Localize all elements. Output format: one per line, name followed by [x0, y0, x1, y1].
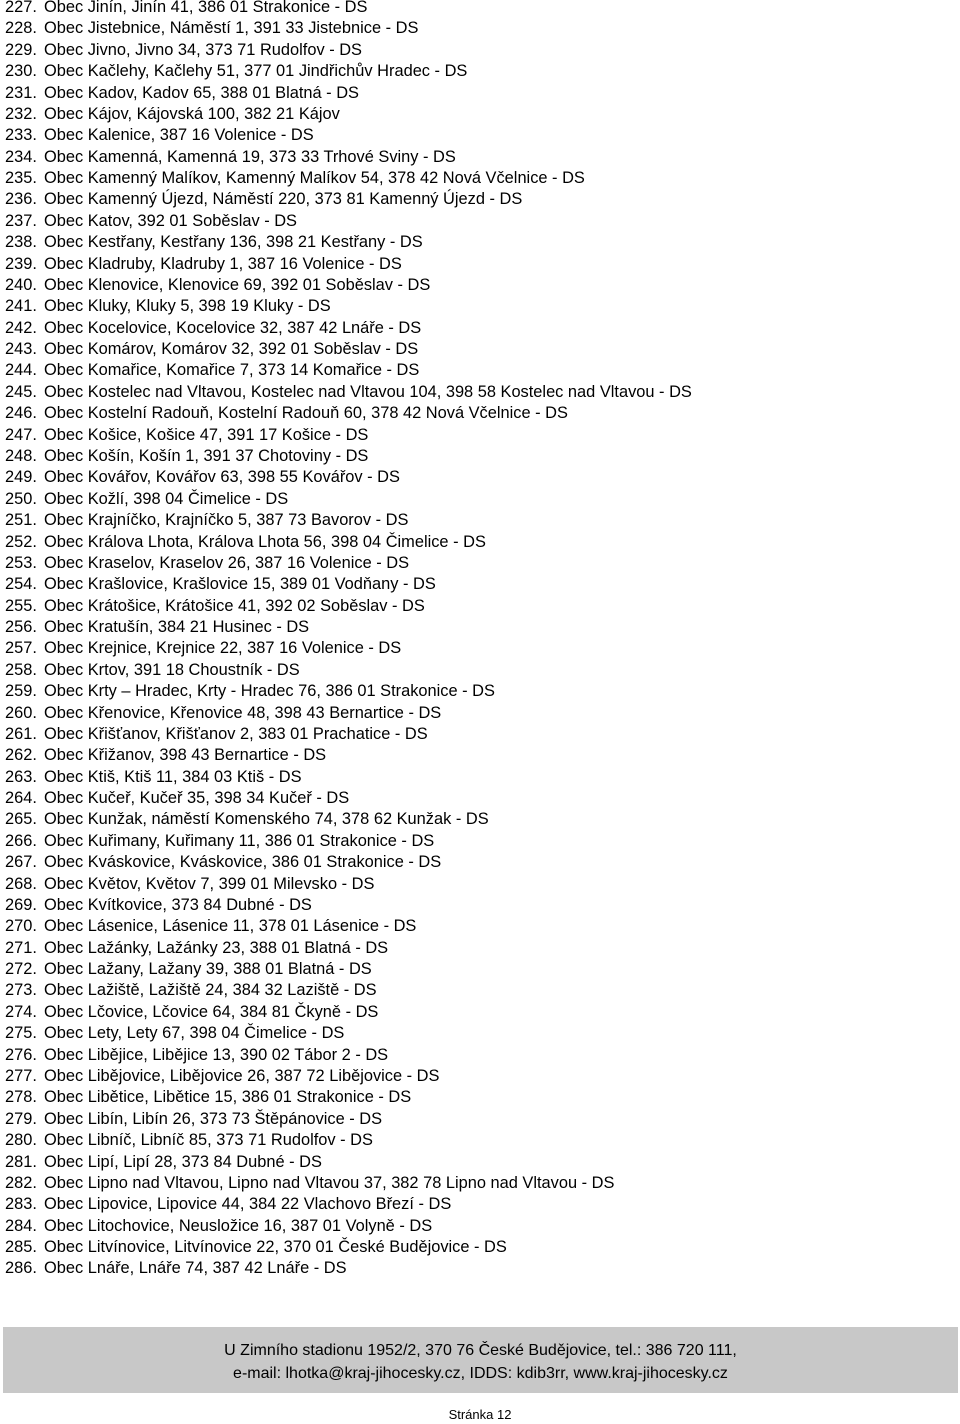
list-item-number: 262. — [5, 746, 37, 765]
list-item-text: Obec Kestřany, Kestřany 136, 398 21 Kestřany - DS — [44, 233, 423, 252]
list-item-text: Obec Libějice, Libějice 13, 390 02 Tábor 2 - DS — [44, 1045, 389, 1064]
list-item — [5, 1194, 451, 1215]
list-item-number: 255. — [5, 596, 37, 615]
list-item — [5, 1066, 439, 1087]
list-item-number: 253. — [5, 553, 37, 572]
list-item — [5, 104, 340, 125]
list-item — [5, 660, 300, 681]
list-item-number: 265. — [5, 810, 37, 829]
list-item-number: 229. — [5, 40, 37, 59]
list-item-number: 240. — [5, 275, 37, 294]
list-item-number: 284. — [5, 1216, 37, 1235]
list-item-number: 257. — [5, 639, 37, 658]
list-item — [5, 895, 312, 916]
list-item — [5, 596, 425, 617]
list-item-number: 270. — [5, 917, 37, 936]
list-item-text: Obec Kadov, Kadov 65, 388 01 Blatná - DS — [44, 83, 359, 102]
list-item — [5, 1109, 382, 1130]
list-item-number: 256. — [5, 618, 37, 637]
list-item-number: 250. — [5, 489, 37, 508]
list-item — [5, 0, 367, 18]
list-item-text: Obec Lipovice, Lipovice 44, 384 22 Vlachovo Březí - DS — [44, 1195, 452, 1214]
list-item-text: Obec Kunžak, náměstí Komenského 74, 378 62 Kunžak - DS — [44, 810, 489, 829]
list-item-text: Obec Krajníčko, Krajníčko 5, 387 73 Bavorov - DS — [44, 511, 409, 530]
list-item-number: 281. — [5, 1152, 37, 1171]
list-item-number: 239. — [5, 254, 37, 273]
list-item-number: 283. — [5, 1195, 37, 1214]
list-item — [5, 1237, 507, 1258]
list-item-text: Obec Křenovice, Křenovice 48, 398 43 Bernartice - DS — [44, 703, 442, 722]
footer-contacts: e-mail: lhotka@kraj-jihocesky.cz, IDDS: kdib3rr, www.kraj-jihocesky.cz — [233, 1365, 728, 1382]
list-item — [5, 339, 418, 360]
list-item-text: Obec Ktiš, Ktiš 11, 384 03 Ktiš - DS — [44, 767, 302, 786]
list-item-number: 230. — [5, 62, 37, 81]
list-item-number: 272. — [5, 960, 37, 979]
list-item — [5, 18, 418, 39]
list-item — [5, 1173, 614, 1194]
list-item — [5, 724, 428, 745]
list-item-text: Obec Košín, Košín 1, 391 37 Chotoviny - DS — [44, 446, 369, 465]
list-item-number: 252. — [5, 532, 37, 551]
list-item-text: Obec Kratušín, 384 21 Husinec - DS — [44, 618, 310, 637]
list-item-number: 245. — [5, 382, 37, 401]
list-item-text: Obec Kladruby, Kladruby 1, 387 16 Volenice - DS — [44, 254, 402, 273]
list-item — [5, 916, 416, 937]
list-item-text: Obec Jivno, Jivno 34, 373 71 Rudolfov - DS — [44, 40, 362, 59]
list-item — [5, 852, 441, 873]
list-item-text: Obec Lipí, Lipí 28, 373 84 Dubné - DS — [44, 1152, 322, 1171]
list-item-number: 275. — [5, 1024, 37, 1043]
list-item-text: Obec Kostelec nad Vltavou, Kostelec nad Vltavou 104, 398 58 Kostelec nad Vltavou - DS — [44, 382, 692, 401]
list-item-text: Obec Kamenný Újezd, Náměstí 220, 373 81 Kamenný Újezd - DS — [44, 190, 523, 209]
list-item — [5, 1087, 411, 1108]
list-item-number: 237. — [5, 211, 37, 230]
list-item-number: 249. — [5, 468, 37, 487]
list-item — [5, 980, 377, 1001]
list-item-number: 274. — [5, 1002, 37, 1021]
list-item-text: Obec Kváskovice, Kváskovice, 386 01 Strakonice - DS — [44, 853, 442, 872]
list-item-number: 278. — [5, 1088, 37, 1107]
list-item-number: 238. — [5, 233, 37, 252]
list-item — [5, 831, 434, 852]
page-number: Stránka 12 — [448, 1407, 512, 1422]
list-item-text: Obec Krty – Hradec, Krty - Hradec 76, 386 01 Strakonice - DS — [44, 682, 495, 701]
list-item — [5, 1130, 373, 1151]
list-item — [5, 318, 421, 339]
list-item-text: Obec Lnáře, Lnáře 74, 387 42 Lnáře - DS — [44, 1259, 347, 1278]
list-item-text: Obec Krašlovice, Krašlovice 15, 389 01 Vodňany - DS — [44, 575, 436, 594]
list-item-number: 258. — [5, 660, 37, 679]
list-item — [5, 83, 359, 104]
list-item — [5, 874, 374, 895]
list-item-text: Obec Krátošice, Krátošice 41, 392 02 Soběslav - DS — [44, 596, 425, 615]
list-item — [5, 1258, 347, 1279]
list-item-text: Obec Kluky, Kluky 5, 398 19 Kluky - DS — [44, 297, 331, 316]
list-item-number: 267. — [5, 853, 37, 872]
list-item-text: Obec Křišťanov, Křišťanov 2, 383 01 Prachatice - DS — [44, 724, 428, 743]
list-item-text: Obec Jinín, Jinín 41, 386 01 Strakonice - DS — [44, 0, 368, 16]
footer-band — [3, 1327, 958, 1393]
list-item-number: 277. — [5, 1067, 37, 1085]
list-item-number: 247. — [5, 425, 37, 444]
list-item-text: Obec Kraselov, Kraselov 26, 387 16 Volenice - DS — [44, 553, 410, 572]
list-item — [5, 745, 326, 766]
list-item-text: Obec Kájov, Kájovská 100, 382 21 Kájov — [44, 104, 340, 123]
list-item — [5, 254, 402, 275]
list-item — [5, 61, 467, 82]
list-item — [5, 489, 288, 510]
list-item — [5, 275, 430, 296]
list-item-number: 242. — [5, 318, 37, 337]
list-item-text: Obec Jistebnice, Náměstí 1, 391 33 Jistebnice - DS — [44, 19, 419, 38]
list-item-number: 276. — [5, 1045, 37, 1064]
list-item — [5, 788, 349, 809]
list-item-text: Obec Košice, Košice 47, 391 17 Košice - DS — [44, 425, 369, 444]
list-item-text: Obec Květov, Květov 7, 399 01 Milevsko - DS — [44, 874, 375, 893]
list-item-text: Obec Lipno nad Vltavou, Lipno nad Vltavou 37, 382 78 Lipno nad Vltavou - DS — [44, 1173, 615, 1192]
list-item-text: Obec Libín, Libín 26, 373 73 Štěpánovice - DS — [44, 1109, 383, 1128]
list-item — [5, 189, 522, 210]
list-item — [5, 168, 585, 189]
list-item — [5, 382, 692, 403]
list-item-number: 260. — [5, 703, 37, 722]
list-item-text: Obec Katov, 392 01 Soběslav - DS — [44, 211, 297, 230]
list-item — [5, 467, 400, 488]
list-item — [5, 125, 314, 146]
list-item-text: Obec Lety, Lety 67, 398 04 Čimelice - DS — [44, 1024, 345, 1043]
list-item — [5, 403, 568, 424]
list-item-number: 269. — [5, 895, 37, 914]
list-item — [5, 446, 368, 467]
list-item-text: Obec Kačlehy, Kačlehy 51, 377 01 Jindřichův Hradec - DS — [44, 62, 468, 81]
list-item-text: Obec Libníč, Libníč 85, 373 71 Rudolfov - DS — [44, 1131, 373, 1150]
list-item-number: 280. — [5, 1131, 37, 1150]
list-item-number: 271. — [5, 938, 37, 957]
list-item-text: Obec Kučeř, Kučeř 35, 398 34 Kučeř - DS — [44, 789, 350, 808]
list-item — [5, 767, 302, 788]
list-item-number: 259. — [5, 682, 37, 701]
list-item-number: 273. — [5, 981, 37, 1000]
list-item-text: Obec Kostelní Radouň, Kostelní Radouň 60, 378 42 Nová Včelnice - DS — [44, 404, 568, 423]
list-item-text: Obec Kovářov, Kovářov 63, 398 55 Kovářov - DS — [44, 468, 400, 487]
list-item-text: Obec Kuřimany, Kuřimany 11, 386 01 Strakonice - DS — [44, 831, 435, 850]
list-item-number: 234. — [5, 147, 37, 166]
list-item-text: Obec Kalenice, 387 16 Volenice - DS — [44, 126, 314, 145]
list-item-text: Obec Litochovice, Neusložice 16, 387 01 Volyně - DS — [44, 1216, 433, 1235]
list-item — [5, 681, 495, 702]
list-item-text: Obec Kocelovice, Kocelovice 32, 387 42 Lnáře - DS — [44, 318, 422, 337]
list-item-text: Obec Lažánky, Lažánky 23, 388 01 Blatná - DS — [44, 938, 389, 957]
list-item-text: Obec Křižanov, 398 43 Bernartice - DS — [44, 746, 327, 765]
list-item — [5, 211, 297, 232]
list-item-text: Obec Libětice, Libětice 15, 386 01 Strakonice - DS — [44, 1088, 412, 1107]
list-item-number: 227. — [5, 0, 37, 16]
list-item-number: 236. — [5, 190, 37, 209]
list-item-number: 243. — [5, 340, 37, 359]
list-item — [5, 959, 372, 980]
list-item — [5, 232, 423, 253]
list-item — [5, 532, 486, 553]
list-item-text: Obec Krtov, 391 18 Choustník - DS — [44, 660, 300, 679]
list-item — [5, 1216, 432, 1237]
list-item-text: Obec Komařice, Komařice 7, 373 14 Komařice - DS — [44, 361, 420, 380]
list-item-text: Obec Lčovice, Lčovice 64, 384 81 Čkyně - DS — [44, 1002, 379, 1021]
list-item-number: 235. — [5, 169, 37, 188]
list-item-number: 263. — [5, 767, 37, 786]
list-item-number: 246. — [5, 404, 37, 423]
list-item — [5, 1023, 344, 1044]
list-item-number: 228. — [5, 19, 37, 38]
list-item-text: Obec Lažiště, Lažiště 24, 384 32 Laziště - DS — [44, 981, 377, 1000]
list-item — [5, 510, 408, 531]
list-item-number: 254. — [5, 575, 37, 594]
list-item-text: Obec Klenovice, Klenovice 69, 392 01 Soběslav - DS — [44, 275, 431, 294]
list-item — [5, 703, 441, 724]
list-item-text: Obec Kožlí, 398 04 Čimelice - DS — [44, 489, 289, 508]
list-item-text: Obec Komárov, Komárov 32, 392 01 Soběslav - DS — [44, 340, 419, 359]
list-item — [5, 1045, 388, 1066]
list-item-number: 282. — [5, 1173, 37, 1192]
list-item-number: 285. — [5, 1238, 37, 1257]
list-item — [5, 360, 419, 381]
list-item-number: 233. — [5, 126, 37, 145]
list-item-text: Obec Lásenice, Lásenice 11, 378 01 Lásenice - DS — [44, 917, 417, 936]
list-item — [5, 40, 362, 61]
list-item-number: 261. — [5, 724, 37, 743]
list-item-text: Obec Litvínovice, Litvínovice 22, 370 01 České Budějovice - DS — [44, 1238, 507, 1257]
list-item-number: 241. — [5, 297, 37, 316]
list-item-text: Obec Lažany, Lažany 39, 388 01 Blatná - DS — [44, 960, 372, 979]
list-item-number: 244. — [5, 361, 37, 380]
list-item — [5, 147, 456, 168]
list-item-text: Obec Kamenná, Kamenná 19, 373 33 Trhové Sviny - DS — [44, 147, 456, 166]
list-item-number: 232. — [5, 104, 37, 123]
list-item-number: 264. — [5, 789, 37, 808]
footer-address: U Zimního stadionu 1952/2, 370 76 České Budějovice, tel.: 386 720 111, — [224, 1342, 737, 1359]
list-item-number: 251. — [5, 511, 37, 530]
list-item-text: Obec Libějovice, Libějovice 26, 387 72 Libějovice - DS — [44, 1067, 440, 1085]
list-item-number: 266. — [5, 831, 37, 850]
list-item — [5, 617, 309, 638]
list-item — [5, 425, 368, 446]
list-item — [5, 938, 388, 959]
list-item — [5, 296, 331, 317]
list-item — [5, 638, 401, 659]
list-item — [5, 1002, 378, 1023]
list-item-number: 268. — [5, 874, 37, 893]
list-item — [5, 809, 489, 830]
list-item — [5, 553, 409, 574]
list-item — [5, 1152, 322, 1173]
list-item-text: Obec Kvítkovice, 373 84 Dubné - DS — [44, 895, 312, 914]
list-item-number: 279. — [5, 1109, 37, 1128]
list-item-text: Obec Krejnice, Krejnice 22, 387 16 Volenice - DS — [44, 639, 402, 658]
list-item — [5, 574, 436, 595]
list-item-number: 231. — [5, 83, 37, 102]
list-item-text: Obec Králova Lhota, Králova Lhota 56, 398 04 Čimelice - DS — [44, 532, 486, 551]
list-item-text: Obec Kamenný Malíkov, Kamenný Malíkov 54, 378 42 Nová Včelnice - DS — [44, 169, 585, 188]
list-item-number: 248. — [5, 446, 37, 465]
list-item-number: 286. — [5, 1259, 37, 1278]
